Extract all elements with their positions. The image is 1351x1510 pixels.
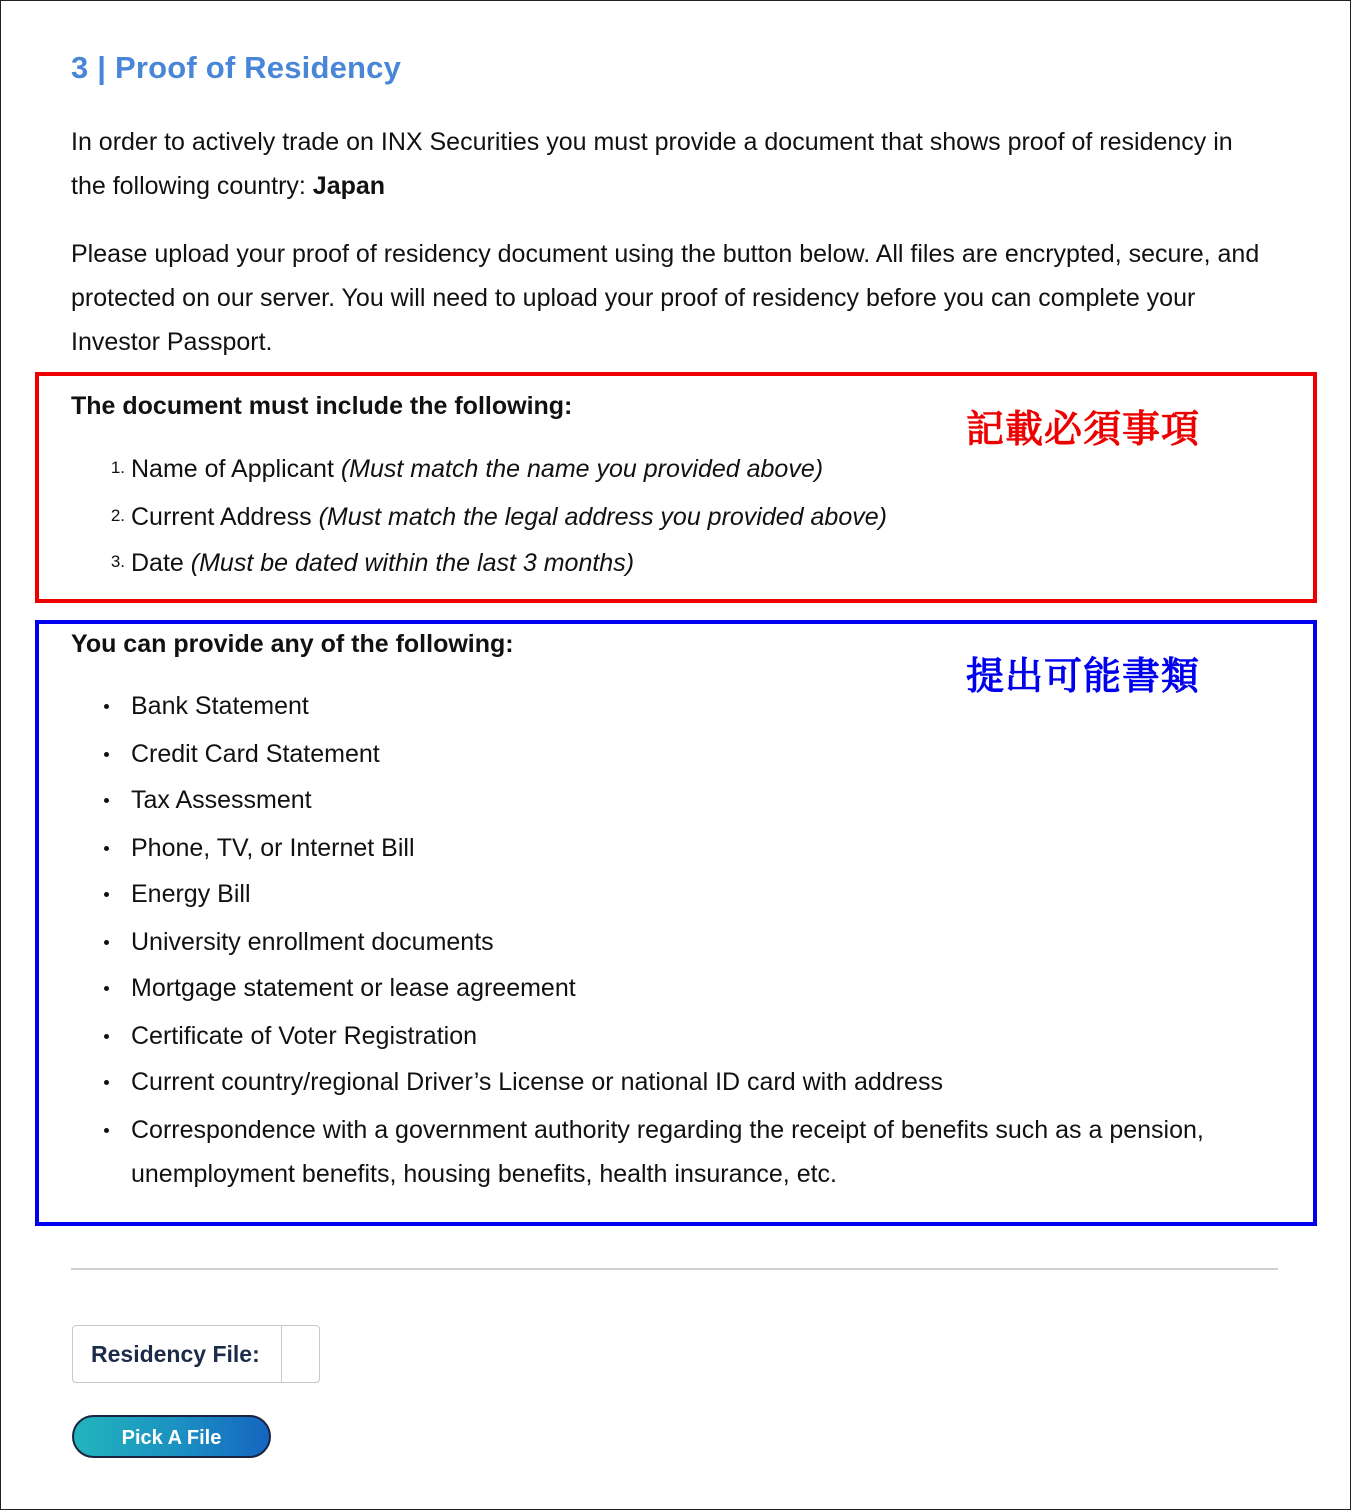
requirement-note: (Must match the name you provided above) [340, 455, 824, 483]
requirement-note: (Must match the legal address you provided above) [318, 503, 887, 531]
requirement-text [131, 446, 823, 492]
intro-paragraph [71, 120, 1271, 208]
requirement-label: Name of Applicant [131, 455, 334, 483]
list-item-text: Credit Card Statement [131, 740, 380, 768]
bullet-icon [104, 892, 109, 897]
requirement-item [0, 540, 1300, 586]
requirement-item [0, 446, 1300, 492]
residency-file-label: Residency File: [91, 1341, 260, 1367]
list-item-text: Mortgage statement or lease agreement [131, 974, 576, 1002]
pick-file-button[interactable]: Pick A File [72, 1415, 271, 1458]
requirement-label: Date [131, 549, 184, 577]
requirement-text [131, 540, 634, 586]
bullet-icon [104, 846, 109, 851]
intro-text: In order to actively trade on INX Securities you must provide a document that shows proof of residency in the following country: [71, 128, 1233, 200]
list-item-text: Phone, TV, or Internet Bill [131, 834, 415, 862]
requirement-note: (Must be dated within the last 3 months) [190, 549, 635, 577]
bullet-icon [104, 798, 109, 803]
list-item-text: Current country/regional Driver’s License or national ID card with address [131, 1068, 943, 1096]
residency-file-field [72, 1325, 320, 1383]
list-item-text: Bank Statement [131, 692, 309, 720]
requirement-text [131, 494, 887, 540]
requirement-number: 1. [110, 458, 125, 477]
bullet-icon [104, 940, 109, 945]
list-item-text: Energy Bill [131, 880, 251, 908]
bullet-icon [104, 704, 109, 709]
bullet-icon [104, 752, 109, 757]
list-item-text: Correspondence with a government authority regarding the receipt of benefits such as a pension, unemployment benefits, housing benefits, health insurance, etc. [131, 1116, 1204, 1188]
bullet-icon [104, 1034, 109, 1039]
bullet-icon [104, 986, 109, 991]
accepted-documents-heading: You can provide any of the following: [71, 630, 514, 658]
upload-instructions: Please upload your proof of residency document using the button below. All files are encrypted, secure, and protected on our server. You will need to upload your proof of residency before you can complete your Investor Passport. [71, 240, 1260, 356]
residency-file-value [281, 1326, 320, 1382]
country-name: Japan [312, 172, 386, 200]
accepted-documents-annotation: 提出可能書類 [966, 654, 1201, 698]
section-title: 3 | Proof of Residency [71, 50, 402, 85]
requirement-item [0, 494, 1300, 540]
requirements-annotation: 記載必須事項 [966, 407, 1201, 451]
requirement-number: 3. [110, 552, 125, 571]
section-divider [71, 1268, 1278, 1270]
requirement-number: 2. [110, 506, 125, 525]
bullet-icon [104, 1080, 109, 1085]
list-item-text: University enrollment documents [131, 928, 494, 956]
requirement-label: Current Address [131, 503, 312, 531]
list-item-text: Tax Assessment [131, 786, 312, 814]
list-item-text: Certificate of Voter Registration [131, 1022, 477, 1050]
requirements-heading: The document must include the following: [71, 392, 573, 420]
bullet-icon [104, 1128, 109, 1133]
